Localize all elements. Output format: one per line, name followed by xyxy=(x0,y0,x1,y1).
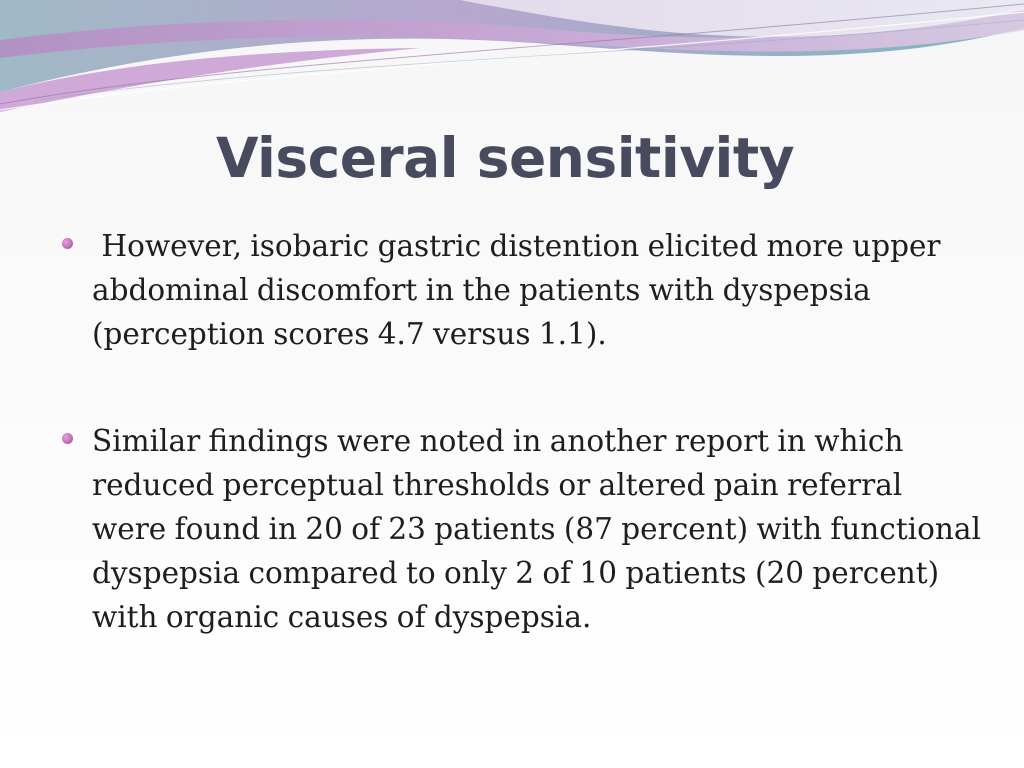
decorative-wave-banner xyxy=(0,0,1024,120)
bullet-dot-icon xyxy=(62,238,73,249)
slide-title: Visceral sensitivity xyxy=(215,126,795,190)
bullet-list xyxy=(62,224,982,639)
bullet-item xyxy=(62,224,982,356)
bullet-dot-icon xyxy=(62,433,73,444)
bullet-text: However, isobaric gastric distention elicited more upper abdominal discomfort in the patients with dyspepsia (perception scores 4.7 versus 1.1). xyxy=(92,229,949,351)
bullet-item xyxy=(62,419,982,639)
bullet-text: Similar findings were noted in another report in which reduced perceptual thresholds or altered pain referral were found in 20 of 23 patients (87 percent) with functional dyspepsia compared to only 2 of 10 patients (20 percent) with organic causes of dyspepsia. xyxy=(92,424,981,634)
